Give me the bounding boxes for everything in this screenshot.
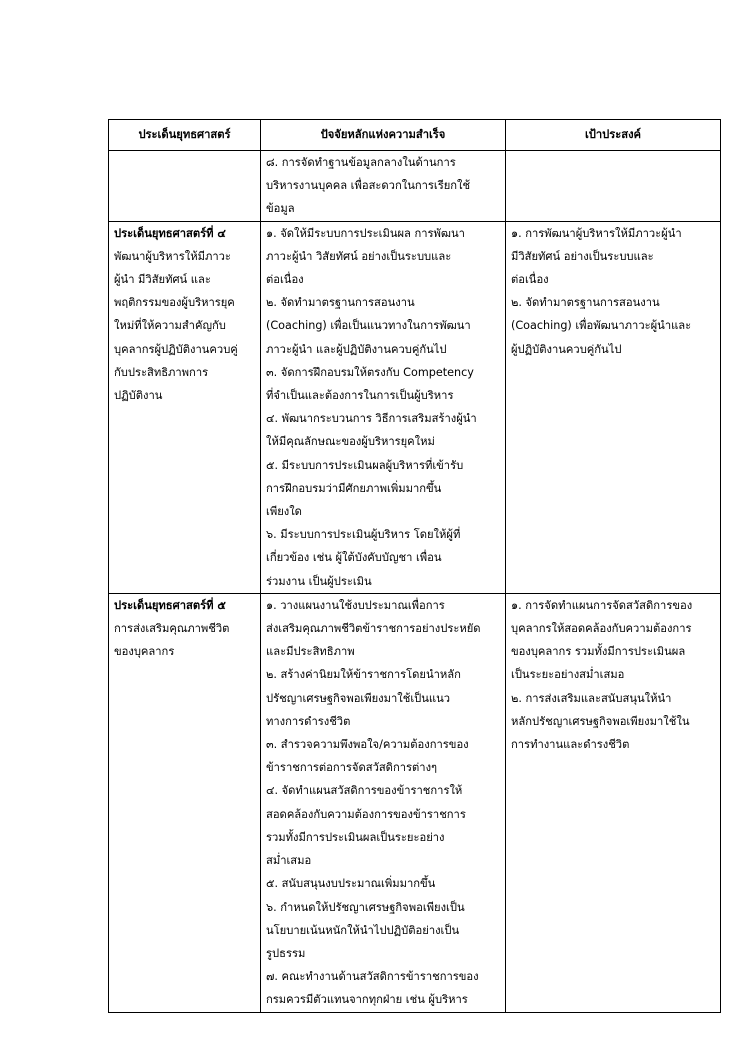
factor-line: รูปธรรม [266,946,306,960]
factor-line: ๒. จัดทำมาตรฐานการสอนงาน [266,296,415,310]
factor-line: ข้าราชการต่อการจัดสวัสดิการต่างๆ [266,761,438,775]
factor-line: นโยบายเน้นหนักให้นำไปปฏิบัติอย่างเป็น [266,923,460,937]
factor-line: ๗. คณะทำงานด้านสวัสดิการข้าราชการของ [266,970,479,984]
issue-4-cell [109,221,261,593]
goal-line: การทำงานและดำรงชีวิต [511,738,630,752]
goal-line: เป็นระยะอย่างสม่ำเสมอ [511,668,625,682]
issue-desc-line: ผู้นำ มีวิสัยทัศน์ และ [114,273,211,287]
goal-line: ๒. จัดทำมาตรฐานการสอนงาน [511,296,660,310]
issue-desc-line: การส่งเสริมคุณภาพชีวิต [114,622,230,636]
factor-line: ต่อเนื่อง [266,273,304,287]
header-strategic-issue: ประเด็นยุทธศาสตร์ [109,120,261,151]
issue-5-title: ประเด็นยุทธศาสตร์ที่ ๕ [114,598,226,612]
factor-line: สม่ำเสมอ [266,854,312,868]
factor-line: ร่วมงาน เป็นผู้ประเมิน [266,574,372,588]
header-success-factors: ปัจจัยหลักแห่งความสำเร็จ [261,120,506,151]
factor-line: ๔. พัฒนากระบวนการ วิธีการเสริมสร้างผู้นำ [266,412,477,426]
factor-line: ๓. จัดการฝึกอบรมให้ตรงกับ Competency [266,365,474,379]
factor-line: ๔. จัดทำแผนสวัสดิการของข้าราชการให้ [266,784,463,798]
issue-desc-line: พฤติกรรมของผู้บริหารยุค [114,296,235,310]
continuation-issue-cell [109,151,261,222]
issue-desc-line: ปฏิบัติงาน [114,389,163,403]
continuation-goals-cell [506,151,721,222]
factor-line: ๕. มีระบบการประเมินผลผู้บริหารที่เข้ารับ [266,458,464,472]
factor-line: ๘. การจัดทำฐานข้อมูลกลางในด้านการ [266,156,456,169]
factor-line: ข้อมูล [266,202,295,216]
issue-desc-line: พัฒนาผู้บริหารให้มีภาวะ [114,249,231,263]
factor-line: ทางการดำรงชีวิต [266,714,351,728]
issue-5-cell [109,593,261,1012]
goal-line: บุคลากรให้สอดคล้องกับความต้องการ [511,622,692,636]
goal-line: ของบุคลากร รวมทั้งมีการประเมินผล [511,645,686,659]
factor-line: ๒. สร้างค่านิยมให้ข้าราชการโดยนำหลัก [266,668,461,682]
factor-line: บริหารงานบุคคล เพื่อสะดวกในการเรียกใช้ [266,179,471,193]
factor-line: ๖. กำหนดให้ปรัชญาเศรษฐกิจพอเพียงเป็น [266,900,465,914]
issue-desc-line: ของบุคลากร [114,645,175,659]
issue-5-goals-cell [506,593,721,1012]
goal-line: (Coaching) เพื่อพัฒนาภาวะผู้นำและ [511,319,692,333]
header-goals: เป้าประสงค์ [506,120,721,151]
factor-line: ที่จำเป็นและต้องการในการเป็นผู้บริหาร [266,389,454,403]
factor-line: ๑. วางแผนงานใช้งบประมาณเพื่อการ [266,598,445,612]
issue-4-goals-cell [506,221,721,593]
issue-4-title: ประเด็นยุทธศาสตร์ที่ ๔ [114,226,226,240]
factor-line: (Coaching) เพื่อเป็นแนวทางในการพัฒนา [266,319,471,333]
factor-line: ภาวะผู้นำ และผู้ปฏิบัติงานควบคู่กันไป [266,342,447,356]
factor-line: การฝึกอบรมว่ามีศักยภาพเพิ่มมากขึ้น [266,481,442,495]
goal-line: ๑. การพัฒนาผู้บริหารให้มีภาวะผู้นำ [511,226,682,240]
table-header-row [109,120,721,151]
factor-line: ปรัชญาเศรษฐกิจพอเพียงมาใช้เป็นแนว [266,691,451,705]
factor-line: ภาวะผู้นำ วิสัยทัศน์ อย่างเป็นระบบและ [266,249,452,263]
table-row [109,593,721,1012]
factor-line: ๓. สำรวจความพึงพอใจ/ความต้องการของ [266,738,469,752]
factor-line: และมีประสิทธิภาพ [266,645,355,659]
continuation-factors-cell [261,151,506,222]
factor-line: ๕. สนับสนุนงบประมาณเพิ่มมากขึ้น [266,877,436,891]
factor-line: เกี่ยวข้อง เช่น ผู้ใต้บังคับบัญชา เพื่อน [266,551,442,565]
goal-line: ต่อเนื่อง [511,273,549,287]
factor-line: เพียงใด [266,505,302,519]
table-row [109,151,721,222]
goal-line: ผู้ปฏิบัติงานควบคู่กันไป [511,342,622,356]
issue-desc-line: กับประสิทธิภาพการ [114,365,209,379]
table-row [109,221,721,593]
factor-line: รวมทั้งมีการประเมินผลเป็นระยะอย่าง [266,830,445,844]
factor-line: สอดคล้องกับความต้องการของข้าราชการ [266,807,466,821]
strategy-table [108,119,721,1013]
goal-line: ๑. การจัดทำแผนการจัดสวัสดิการของ [511,598,693,612]
factor-line: ๖. มีระบบการประเมินผู้บริหาร โดยให้ผู้ที่ [266,528,461,542]
goal-line: มีวิสัยทัศน์ อย่างเป็นระบบและ [511,249,654,263]
factor-line: ๑. จัดให้มีระบบการประเมินผล การพัฒนา [266,226,465,240]
issue-desc-line: บุคลากรผู้ปฏิบัติงานควบคู่ [114,342,238,356]
factor-line: ให้มีคุณลักษณะของผู้บริหารยุคใหม่ [266,435,435,449]
issue-desc-line: ใหม่ที่ให้ความสำคัญกับ [114,319,226,333]
issue-4-factors-cell [261,221,506,593]
issue-5-factors-cell [261,593,506,1012]
factor-line: ส่งเสริมคุณภาพชีวิตข้าราชการอย่างประหยัด [266,622,481,636]
factor-line: กรมควรมีตัวแทนจากทุกฝ่าย เช่น ผู้บริหาร [266,993,468,1007]
goal-line: ๒. การส่งเสริมและสนับสนุนให้นำ [511,691,672,705]
goal-line: หลักปรัชญาเศรษฐกิจพอเพียงมาใช้ใน [511,714,690,728]
